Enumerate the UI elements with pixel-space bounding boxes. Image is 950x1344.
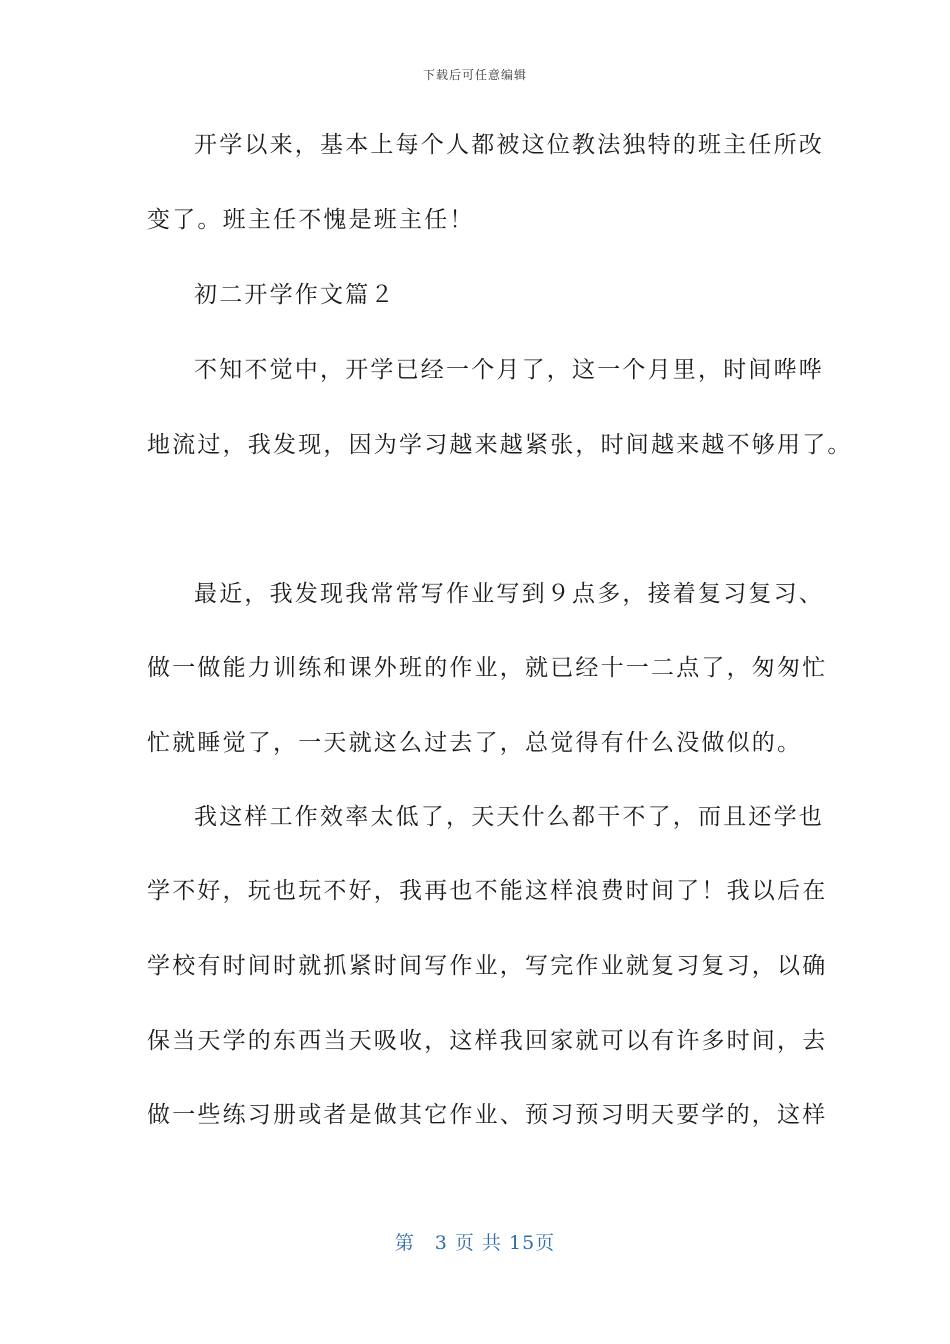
paragraph-line: 保当天学的东西当天吸收，这样我回家就可以有许多时间，去 <box>147 1028 828 1054</box>
paragraph-line: 我这样工作效率太低了，天天什么都干不了，而且还学也 <box>194 804 824 830</box>
paragraph-line: 不知不觉中，开学已经一个月了，这一个月里，时间哗哗 <box>194 357 824 383</box>
paragraph-line: 做一些练习册或者是做其它作业、预习预习明天要学的，这样 <box>147 1102 828 1128</box>
paragraph-line: 地流过，我发现，因为学习越来越紧张，时间越来越不够用了。 <box>147 432 853 458</box>
paragraph-line: 最近，我发现我常常写作业写到９点多，接着复习复习、 <box>194 581 824 607</box>
page-header-note: 下载后可任意编辑 <box>422 68 527 82</box>
paragraph-line: 开学以来，基本上每个人都被这位教法独特的班主任所改 <box>194 132 824 158</box>
paragraph-line: 变了。班主任不愧是班主任！ <box>147 207 475 233</box>
paragraph-line: 学不好，玩也玩不好，我再也不能这样浪费时间了！我以后在 <box>147 878 828 904</box>
paragraph-line: 做一做能力训练和课外班的作业，就已经十一二点了，匆匆忙 <box>147 655 828 681</box>
section-heading: 初二开学作文篇２ <box>194 282 396 308</box>
page-number-footer: 第 3 页 共 15页 <box>394 1232 556 1254</box>
paragraph-line: 学校有时间时就抓紧时间写作业，写完作业就复习复习，以确 <box>147 953 828 979</box>
paragraph-line: 忙就睡觉了，一天就这么过去了，总觉得有什么没做似的。 <box>147 730 803 756</box>
